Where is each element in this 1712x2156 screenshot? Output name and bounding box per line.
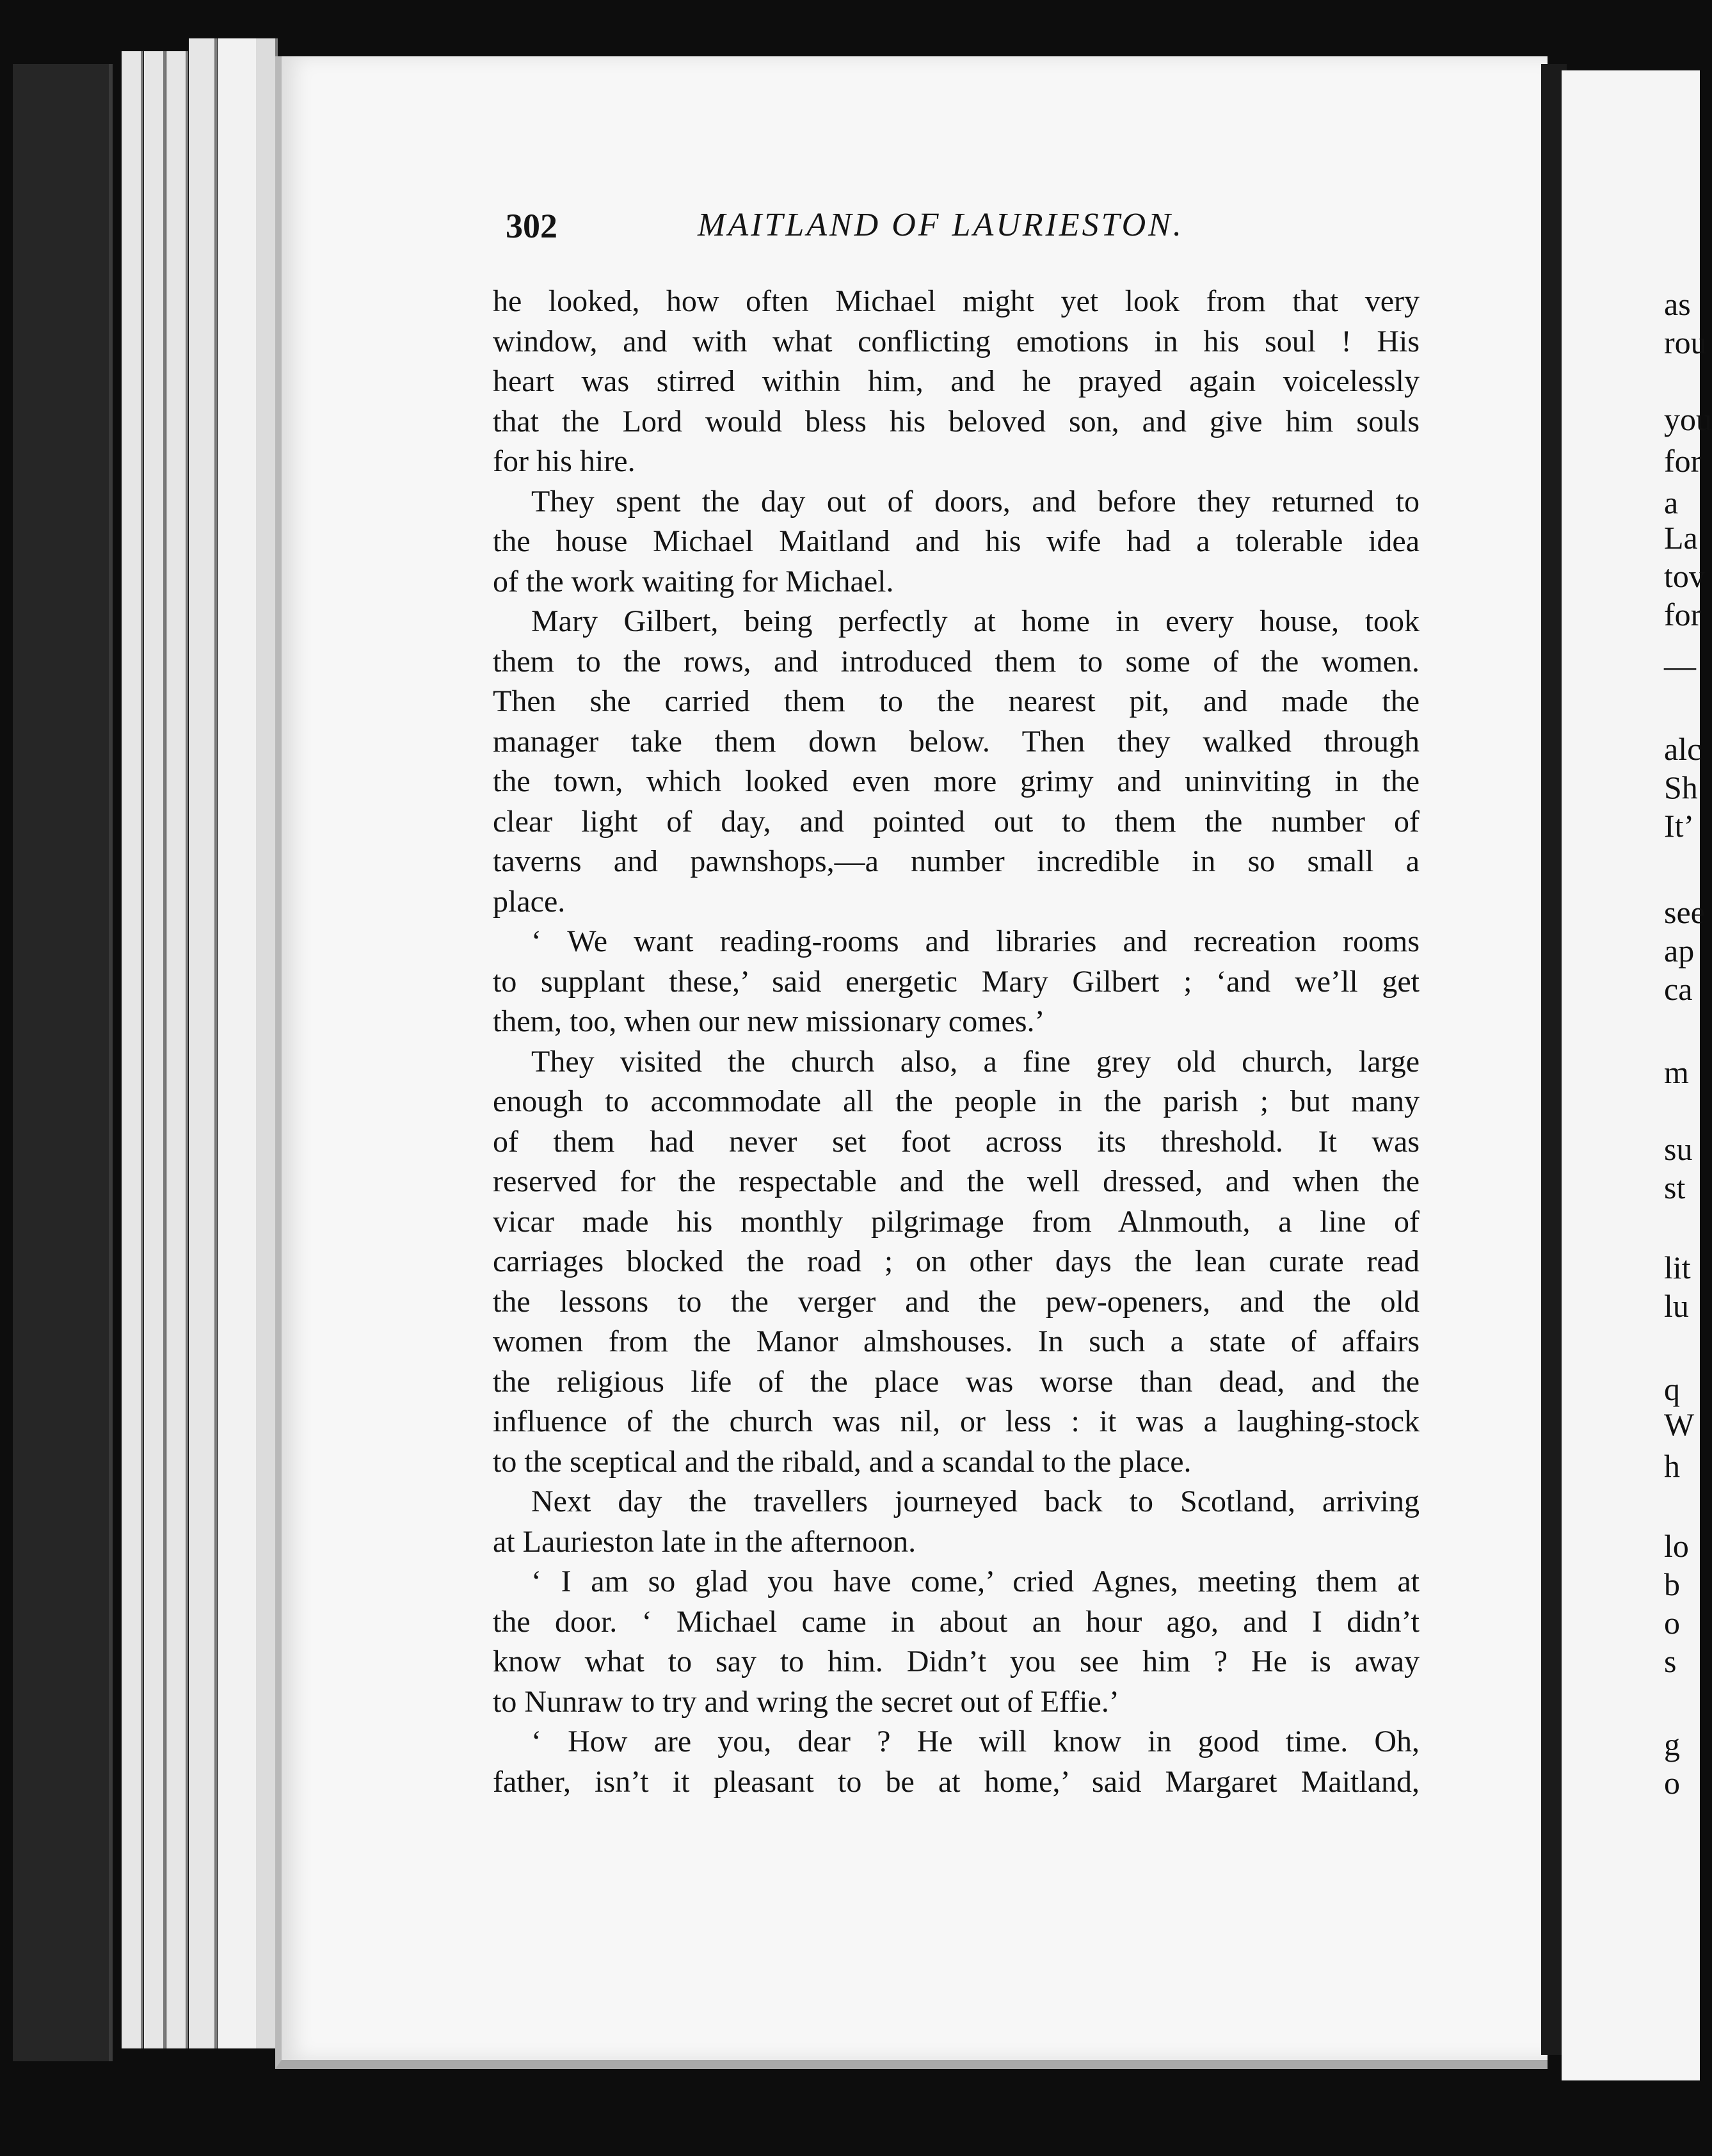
- facing-page-fragment: —: [1664, 648, 1696, 684]
- facing-page-fragment: La: [1664, 520, 1698, 556]
- text-line: women from the Manor almshouses. In such a state of affairs: [493, 1324, 1420, 1358]
- text-line: place.: [493, 884, 566, 919]
- facing-page-fragment: m: [1664, 1054, 1689, 1090]
- page-edge-3: [166, 51, 188, 2048]
- text-line: of them had never set foot across its threshold. It was: [493, 1124, 1420, 1159]
- facing-page-fragment: o: [1664, 1765, 1680, 1801]
- text-line: he looked, how often Michael might yet look from that very: [493, 284, 1420, 318]
- text-line: to Nunraw to try and wring the secret out of Effie.’: [493, 1684, 1119, 1719]
- facing-page-fragment: tov: [1664, 558, 1705, 594]
- facing-page-fragment: as: [1664, 286, 1691, 322]
- text-line: ‘ I am so glad you have come,’ cried Agnes, meeting them at: [531, 1565, 1420, 1598]
- book-edges: [0, 38, 282, 2074]
- text-line: manager take them down below. Then they walked through: [493, 724, 1420, 759]
- text-line: clear light of day, and pointed out to them the number of: [493, 804, 1420, 839]
- page-edge-6: [256, 38, 278, 2048]
- facing-page: [1562, 70, 1712, 2080]
- facing-page-fragment: ca: [1664, 971, 1693, 1007]
- text-line: them, too, when our new missionary comes.’: [493, 1004, 1045, 1038]
- page-number: 302: [506, 207, 557, 245]
- text-line: at Laurieston late in the afternoon.: [493, 1524, 916, 1559]
- facing-page-fragment: h: [1664, 1448, 1680, 1484]
- facing-page-fragment: b: [1664, 1566, 1680, 1602]
- page-edge-2: [144, 51, 166, 2048]
- facing-page-fragment: a: [1664, 485, 1679, 520]
- page-edge-4: [189, 38, 217, 2048]
- running-title: MAITLAND OF LAURIESTON.: [698, 207, 1184, 243]
- facing-page-fragment: o: [1664, 1605, 1680, 1641]
- facing-page-fragment: lo: [1664, 1528, 1689, 1564]
- facing-page-fragment: lu: [1664, 1288, 1689, 1324]
- text-line: They visited the church also, a fine grey old church, large: [531, 1044, 1420, 1079]
- facing-page-fragment: you: [1664, 401, 1712, 437]
- text-line: heart was stirred within him, and he prayed again voicelessly: [493, 364, 1420, 398]
- facing-page-fragment: q: [1664, 1371, 1680, 1407]
- text-line: the door. ‘ Michael came in about an hour ago, and I didn’t: [493, 1604, 1420, 1639]
- text-line: to supplant these,’ said energetic Mary Gilbert ; ‘and we’ll get: [493, 964, 1420, 999]
- text-line: carriages blocked the road ; on other days the lean curate read: [493, 1244, 1420, 1278]
- facing-page-fragment: see: [1664, 894, 1705, 930]
- text-line: window, and with what conflicting emotions in his soul ! His: [493, 324, 1420, 358]
- facing-page-fragment: s: [1664, 1643, 1677, 1679]
- text-line: reserved for the respectable and the well dressed, and when the: [493, 1164, 1420, 1198]
- facing-page-fragment: Sh: [1664, 769, 1698, 805]
- text-line: influence of the church was nil, or less : it was a laughing-stock: [493, 1404, 1420, 1438]
- text-line: father, isn’t it pleasant to be at home,’ said Margaret Maitland,: [493, 1764, 1420, 1799]
- text-line: them to the rows, and introduced them to some of the women.: [493, 644, 1420, 679]
- facing-page-fragment: for: [1664, 597, 1702, 632]
- page-header: [506, 206, 1235, 251]
- facing-page-fragment: ap: [1664, 933, 1695, 969]
- text-line: ‘ We want reading-rooms and libraries and recreation rooms: [531, 924, 1420, 958]
- text-line: Next day the travellers journeyed back to Scotland, arriving: [531, 1484, 1420, 1518]
- facing-page-fragment: alc: [1664, 731, 1702, 767]
- text-line: taverns and pawnshops,—a number incredible in so small a: [493, 844, 1420, 878]
- facing-page-fragment: for: [1664, 443, 1702, 479]
- text-line: Then she carried them to the nearest pit, and made the: [493, 684, 1420, 718]
- page-edge-5: [218, 38, 259, 2048]
- text-line: vicar made his monthly pilgrimage from Alnmouth, a line of: [493, 1204, 1420, 1239]
- facing-page-fragment: W: [1664, 1406, 1695, 1442]
- text-line: ‘ How are you, dear ? He will know in good time. Oh,: [531, 1725, 1420, 1758]
- text-line: for his hire.: [493, 444, 636, 478]
- text-line: of the work waiting for Michael.: [493, 564, 894, 599]
- text-line: enough to accommodate all the people in the parish ; but many: [493, 1084, 1420, 1118]
- facing-page-fragment: st: [1664, 1170, 1686, 1205]
- text-line: the lessons to the verger and the pew-openers, and the old: [493, 1284, 1420, 1319]
- text-line: the house Michael Maitland and his wife had a tolerable idea: [493, 524, 1420, 558]
- body-text: [493, 282, 1420, 1802]
- text-line: Mary Gilbert, being perfectly at home in every house, took: [531, 604, 1420, 638]
- text-line: the religious life of the place was worse than dead, and the: [493, 1364, 1420, 1399]
- facing-page-fragment: rou: [1664, 325, 1707, 360]
- facing-page-fragment: It’: [1664, 808, 1695, 844]
- text-line: to the sceptical and the ribald, and a scandal to the place.: [493, 1444, 1192, 1479]
- text-line: They spent the day out of doors, and before they returned to: [531, 484, 1420, 519]
- facing-page-fragment: su: [1664, 1131, 1693, 1167]
- text-line: know what to say to him. Didn’t you see him ? He is away: [493, 1645, 1420, 1678]
- text-line: the town, which looked even more grimy and uninviting in the: [493, 764, 1420, 798]
- text-line: that the Lord would bless his beloved son, and give him souls: [493, 404, 1420, 438]
- facing-page-fragment: lit: [1664, 1250, 1691, 1285]
- book-spine-edge: [13, 64, 113, 2061]
- page-edge-1: [122, 51, 143, 2048]
- facing-page-fragment: g: [1664, 1726, 1680, 1762]
